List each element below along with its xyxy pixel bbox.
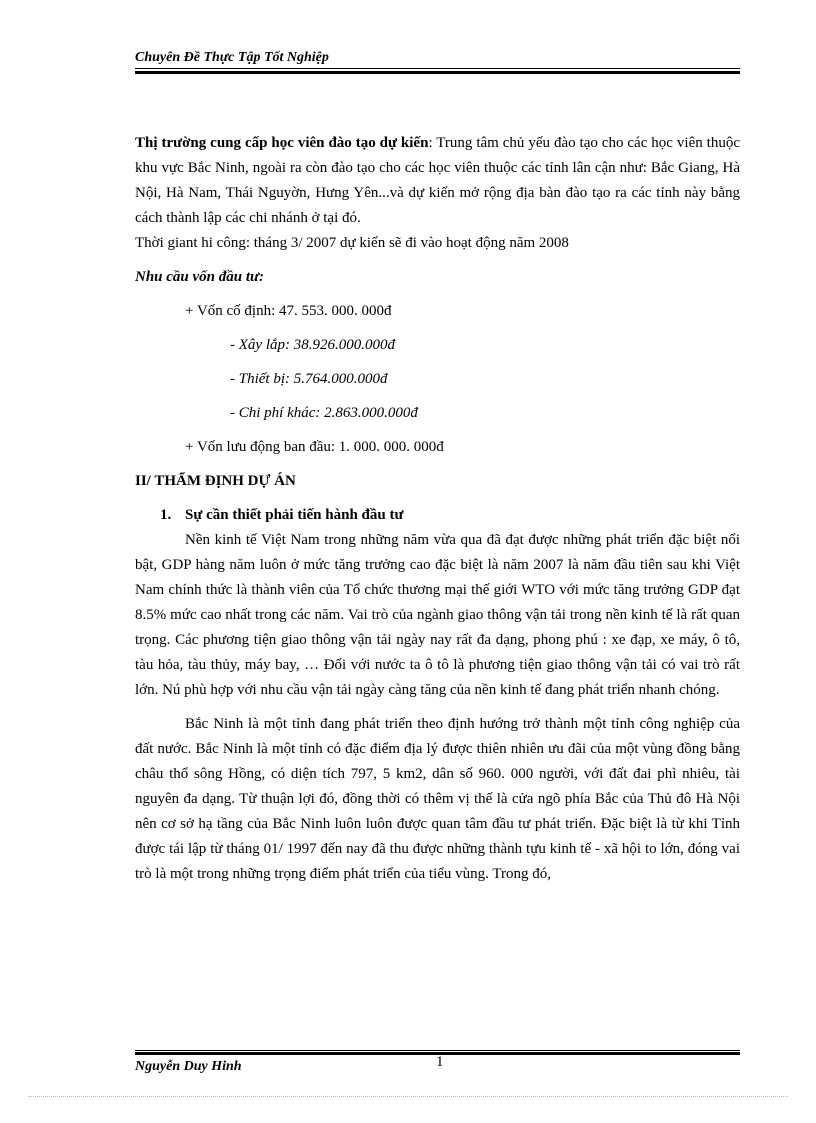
section-heading: II/ THẨM ĐỊNH DỰ ÁN [135, 473, 296, 489]
paragraph-bacninh: Bắc Ninh là một tỉnh đang phát triển theo định hướng trở thành một tỉnh công nghiệp của đất nước. Bắc Ninh là một tỉnh có đặc điểm địa lý được thiên nhiên ưu đãi của một vùng đồng bằng châu thổ sông Hồng, có diện tích 797, 5 km2, dân số 960. 000 người, với đất đai phì nhiêu, tài nguyên đa dạng. Từ thuận lợi đó, đồng thời có thêm vị thế là cửa ngõ phía Bắc của Thủ đô Hà Nội nên cơ sở hạ tầng của Bắc Ninh luôn luôn được quan tâm đầu tư phát triển. Đặc biệt là từ khi Tỉnh được tái lập từ tháng 01/ 1997 đến nay đã thu được những thành tựu kinh tế - xã hội to lớn, đóng vai trò là một trong những trọng điểm phát triển của tiểu vùng. Trong đó, [135, 716, 740, 882]
fixed-capital: + Vốn cố định: 47. 553. 000. 000đ [185, 303, 392, 319]
paragraph-economy: Nền kinh tế Việt Nam trong những năm vừa qua đã đạt được những phát triển đặc biệt nổi bật, GDP hàng năm luôn ở mức tăng trưởng cao đặc biệt là năm 2007 là năm đầu tiên sau khi Việt Nam chính thức là thành viên của Tổ chức thương mại thế giới WTO với mức tăng trưởng GDP đạt 8.5% mức cao nhất trong các năm. Vai trò của ngành giao thông vận tải trong nền kinh tế là rất quan trọng. Các phương tiện giao thông vận tải ngày nay rất đa dạng, phong phú : xe đạp, xe máy, ô tô, tàu hỏa, tàu thủy, máy bay, … Đối với nước ta ô tô là phương tiện giao thông vận tải có vai trò rất lớn. Nú phù hợp với nhu cầu vận tải ngày càng tăng của nền kinh tế đang phát triển nhanh chóng. [135, 532, 740, 698]
capital-item-equipment: - Thiết bị: 5.764.000.000đ [230, 371, 388, 387]
intro-paragraph [135, 131, 740, 231]
header-title: Chuyên Đề Thực Tập Tốt Nghiệp [135, 50, 329, 65]
intro-lead-bold: Thị trường cung cấp học viên đào tạo dự kiến [135, 135, 429, 151]
subsection-title: Sự cần thiết phải tiến hành đầu tư [185, 507, 404, 523]
footer-author: Nguyễn Duy Hinh [135, 1059, 242, 1074]
header-rule-thin [135, 68, 740, 69]
footer-rule-thin [135, 1050, 740, 1051]
capital-item-construction: - Xây lắp: 38.926.000.000đ [230, 337, 395, 353]
capital-heading: Nhu cầu vốn đầu tư: [135, 269, 265, 285]
subsection-heading [135, 503, 740, 528]
intro-lead-text: : Trung tâm chủ yếu đào tạo cho các học viên thuộc khu vực Bắc Ninh, ngoài ra còn đào tạo cho các học viên thuộc các tỉnh lân cận như: Bắc Giang, Hà Nội, Hà Nam, Thái Nguyờn, Hưng Yên...và dự kiến mở rộng địa bàn đào tạo ra các tỉnh này bằng cách thành lập các chi nhánh ở tại đó. [135, 135, 740, 226]
capital-item-other: - Chi phí khác: 2.863.000.000đ [230, 405, 418, 421]
page-number: 1 [436, 1054, 444, 1070]
working-capital: + Vốn lưu động ban đầu: 1. 000. 000. 000đ [185, 439, 444, 455]
schedule-line: Thời giant hi công: tháng 3/ 2007 dự kiến sẽ đi vào hoạt động năm 2008 [135, 235, 569, 251]
header-rule-thick [135, 71, 740, 74]
subsection-number: 1. [160, 507, 172, 523]
page-bottom-dotted-line [28, 1096, 788, 1097]
document-body [135, 131, 740, 887]
